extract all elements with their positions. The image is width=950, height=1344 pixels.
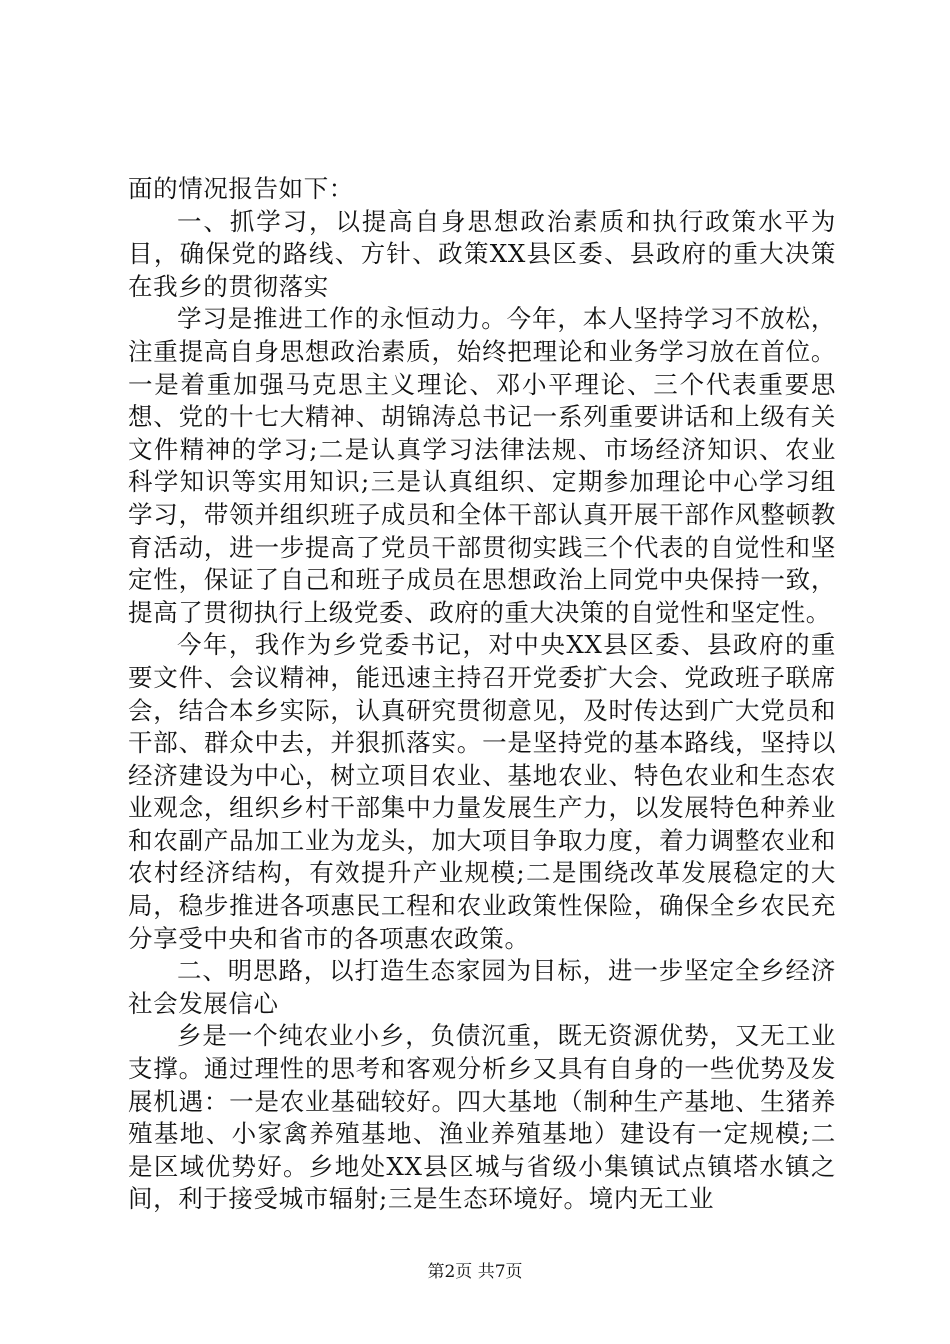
paragraph-this-year: 今年，我作为乡党委书记，对中央XX县区委、县政府的重要文件、会议精神，能迅速主持召开党委扩大会、党政班子联席会，结合本乡实际，认真研究贯彻意见，及时传达到广大党员和干部、群众中去，并狠抓落实。一是坚持党的基本路线，坚持以经济建设为中心，树立项目农业、基地农业、特色农业和生态农业观念，组织乡村干部集中力量发展生产力，以发展特色种养业和农副产品加工业为龙头，加大项目争取力度，着力调整农业和农村经济结构，有效提升产业规模;二是围绕改革发展稳定的大局，稳步推进各项惠民工程和农业政策性保险，确保全乡农民充分享受中央和省市的各项惠农政策。 <box>128 630 836 953</box>
paragraph-heading-2: 二、明思路，以打造生态家园为目标，进一步坚定全乡经济社会发展信心 <box>128 956 836 1018</box>
page-footer: 第2页 共7页 <box>427 1262 523 1282</box>
paragraph-heading-1: 一、抓学习，以提高自身思想政治素质和执行政策水平为目，确保党的路线、方针、政策XX县区委、县政府的重大决策在我乡的贯彻落实 <box>128 206 836 301</box>
paragraph-study: 学习是推进工作的永恒动力。今年，本人坚持学习不放松，注重提高自身思想政治素质，始终把理论和业务学习放在首位。一是着重加强马克思主义理论、邓小平理论、三个代表重要思想、党的十七大精神、胡锦涛总书记一系列重要讲话和上级有关文件精神的学习;二是认真学习法律法规、市场经济知识、农业科学知识等实用知识;三是认真组织、定期参加理论中心学习组学习，带领并组织班子成员和全体干部认真开展干部作风整顿教育活动，进一步提高了党员干部贯彻实践三个代表的自觉性和坚定性，保证了自己和班子成员在思想政治上同党中央保持一致，提高了贯彻执行上级党委、政府的重大决策的自觉性和坚定性。 <box>128 304 836 627</box>
document-body <box>128 173 836 1216</box>
paragraph-intro: 面的情况报告如下： <box>128 174 354 203</box>
paragraph-township: 乡是一个纯农业小乡，负债沉重，既无资源优势，又无工业支撑。通过理性的思考和客观分析乡又具有自身的一些优势及发展机遇：一是农业基础较好。四大基地（制种生产基地、生猪养殖基地、小家禽养殖基地、渔业养殖基地）建设有一定规模;二是区域优势好。乡地处XX县区城与省级小集镇试点镇塔水镇之间，利于接受城市辐射;三是生态环境好。境内无工业 <box>128 1021 836 1214</box>
